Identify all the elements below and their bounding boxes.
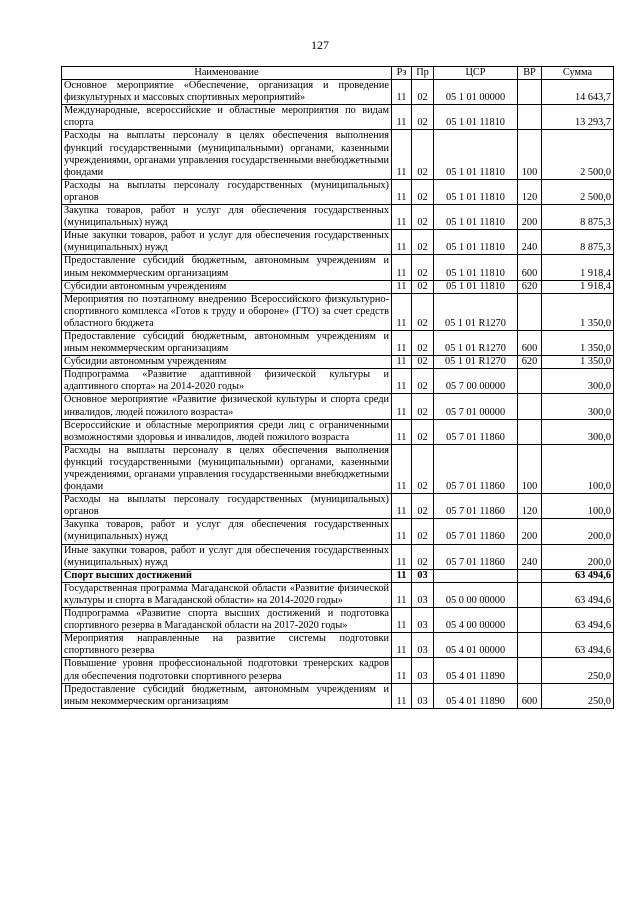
cell-vr [518, 569, 542, 582]
cell-pr: 02 [412, 230, 434, 255]
cell-vr: 200 [518, 205, 542, 230]
cell-vr [518, 419, 542, 444]
cell-sum: 250,0 [542, 658, 614, 683]
table-row [62, 280, 614, 293]
cell-rz: 11 [392, 179, 412, 204]
cell-sum: 200,0 [542, 519, 614, 544]
cell-sum: 300,0 [542, 419, 614, 444]
cell-sum: 1 918,4 [542, 280, 614, 293]
table-row [62, 569, 614, 582]
cell-csr: 05 4 00 00000 [434, 608, 518, 633]
cell-sum: 14 643,7 [542, 80, 614, 105]
cell-pr: 02 [412, 255, 434, 280]
cell-vr: 600 [518, 683, 542, 708]
cell-csr: 05 7 01 11860 [434, 419, 518, 444]
cell-name: Расходы на выплаты персоналу в целях обеспечения выполнения функций государственными (муниципальными) органами, казенными учреждениями, органами управления государственными внебюджетными фондами [62, 444, 392, 493]
table-row [62, 255, 614, 280]
cell-sum: 63 494,6 [542, 633, 614, 658]
table-row [62, 582, 614, 607]
cell-sum: 100,0 [542, 444, 614, 493]
cell-sum: 2 500,0 [542, 130, 614, 179]
cell-rz: 11 [392, 569, 412, 582]
cell-sum: 8 875,3 [542, 205, 614, 230]
cell-csr: 05 7 01 00000 [434, 394, 518, 419]
cell-pr: 03 [412, 658, 434, 683]
cell-vr: 240 [518, 230, 542, 255]
cell-csr: 05 1 01 00000 [434, 80, 518, 105]
cell-csr: 05 1 01 R1270 [434, 356, 518, 369]
cell-name: Предоставление субсидий бюджетным, автономным учреждениям и иным некоммерческим организациям [62, 330, 392, 355]
cell-sum: 250,0 [542, 683, 614, 708]
cell-sum: 63 494,6 [542, 608, 614, 633]
cell-csr: 05 1 01 11810 [434, 205, 518, 230]
cell-sum: 63 494,6 [542, 569, 614, 582]
table-row [62, 80, 614, 105]
cell-sum: 300,0 [542, 369, 614, 394]
cell-vr [518, 80, 542, 105]
cell-name: Всероссийские и областные мероприятия среди лиц с ограниченными возможностями здоровья и инвалидов, людей пожилого возраста [62, 419, 392, 444]
cell-name: Основное мероприятие «Развитие физической культуры и спорта среди инвалидов, людей пожилого возраста» [62, 394, 392, 419]
cell-csr: 05 1 01 11810 [434, 130, 518, 179]
cell-vr: 620 [518, 356, 542, 369]
cell-name: Предоставление субсидий бюджетным, автономным учреждениям и иным некоммерческим организациям [62, 683, 392, 708]
cell-sum: 1 350,0 [542, 356, 614, 369]
cell-csr: 05 7 01 11860 [434, 494, 518, 519]
cell-csr: 05 0 00 00000 [434, 582, 518, 607]
cell-csr: 05 7 00 00000 [434, 369, 518, 394]
cell-csr: 05 1 01 11810 [434, 230, 518, 255]
cell-rz: 11 [392, 582, 412, 607]
table-row [62, 105, 614, 130]
cell-pr: 03 [412, 608, 434, 633]
cell-name: Расходы на выплаты персоналу государственных (муниципальных) органов [62, 494, 392, 519]
cell-name: Мероприятия направленные на развитие системы подготовки спортивного резерва [62, 633, 392, 658]
cell-sum: 13 293,7 [542, 105, 614, 130]
cell-csr: 05 1 01 11810 [434, 179, 518, 204]
cell-rz: 11 [392, 519, 412, 544]
cell-vr [518, 608, 542, 633]
cell-csr: 05 7 01 11860 [434, 519, 518, 544]
cell-csr [434, 569, 518, 582]
cell-csr: 05 4 01 00000 [434, 633, 518, 658]
cell-rz: 11 [392, 293, 412, 330]
cell-pr: 02 [412, 494, 434, 519]
cell-name: Закупка товаров, работ и услуг для обеспечения государственных (муниципальных) нужд [62, 205, 392, 230]
cell-rz: 11 [392, 494, 412, 519]
cell-pr: 02 [412, 330, 434, 355]
cell-pr: 03 [412, 683, 434, 708]
table-row [62, 330, 614, 355]
cell-name: Спорт высших достижений [62, 569, 392, 582]
cell-csr: 05 7 01 11860 [434, 544, 518, 569]
cell-sum: 63 494,6 [542, 582, 614, 607]
column-header-sum: Сумма [542, 67, 614, 80]
cell-vr: 200 [518, 519, 542, 544]
cell-vr: 620 [518, 280, 542, 293]
cell-rz: 11 [392, 444, 412, 493]
cell-rz: 11 [392, 330, 412, 355]
cell-rz: 11 [392, 419, 412, 444]
cell-name: Государственная программа Магаданской области «Развитие физической культуры и спорта в Магаданской области» на 2014-2020 годы» [62, 582, 392, 607]
table-row [62, 356, 614, 369]
cell-pr: 02 [412, 179, 434, 204]
cell-name: Закупка товаров, работ и услуг для обеспечения государственных (муниципальных) нужд [62, 519, 392, 544]
cell-rz: 11 [392, 130, 412, 179]
cell-pr: 02 [412, 80, 434, 105]
cell-name: Расходы на выплаты персоналу в целях обеспечения выполнения функций государственными (муниципальными) органами, казенными учреждениями, органами управления государственными внебюджетными фондами [62, 130, 392, 179]
table-row [62, 369, 614, 394]
table-row [62, 633, 614, 658]
cell-name: Субсидии автономным учреждениям [62, 356, 392, 369]
cell-pr: 02 [412, 205, 434, 230]
cell-name: Подпрограмма «Развитие спорта высших достижений и подготовка спортивного резерва в Магаданской области на 2017-2020 годы» [62, 608, 392, 633]
cell-csr: 05 1 01 R1270 [434, 330, 518, 355]
table-row [62, 179, 614, 204]
cell-csr: 05 7 01 11860 [434, 444, 518, 493]
column-header-csr: ЦСР [434, 67, 518, 80]
cell-name: Подпрограмма «Развитие адаптивной физической культуры и адаптивного спорта» на 2014-2020 годы» [62, 369, 392, 394]
cell-vr [518, 394, 542, 419]
table-row [62, 205, 614, 230]
cell-pr: 02 [412, 444, 434, 493]
cell-rz: 11 [392, 608, 412, 633]
cell-pr: 02 [412, 419, 434, 444]
cell-sum: 1 350,0 [542, 330, 614, 355]
cell-csr: 05 1 01 11810 [434, 105, 518, 130]
cell-sum: 8 875,3 [542, 230, 614, 255]
cell-vr [518, 369, 542, 394]
cell-csr: 05 1 01 11810 [434, 280, 518, 293]
cell-name: Повышение уровня профессиональной подготовки тренерских кадров для обеспечения подготовки спортивного резерва [62, 658, 392, 683]
table-row [62, 658, 614, 683]
column-header-vr: ВР [518, 67, 542, 80]
table-row [62, 683, 614, 708]
cell-name: Мероприятия по поэтапному внедрению Всероссийского физкультурно-спортивного комплекса «Готов к труду и обороне» (ГТО) за счет средств областного бюджета [62, 293, 392, 330]
cell-name: Субсидии автономным учреждениям [62, 280, 392, 293]
cell-name: Иные закупки товаров, работ и услуг для обеспечения государственных (муниципальных) нужд [62, 544, 392, 569]
cell-vr [518, 105, 542, 130]
cell-pr: 02 [412, 280, 434, 293]
cell-pr: 02 [412, 369, 434, 394]
cell-rz: 11 [392, 105, 412, 130]
cell-pr: 02 [412, 544, 434, 569]
table-row [62, 419, 614, 444]
cell-sum: 1 918,4 [542, 255, 614, 280]
cell-vr [518, 582, 542, 607]
cell-rz: 11 [392, 356, 412, 369]
cell-pr: 02 [412, 394, 434, 419]
cell-rz: 11 [392, 633, 412, 658]
cell-name: Расходы на выплаты персоналу государственных (муниципальных) органов [62, 179, 392, 204]
cell-sum: 300,0 [542, 394, 614, 419]
cell-vr: 120 [518, 179, 542, 204]
table-row [62, 608, 614, 633]
table-row [62, 544, 614, 569]
cell-vr [518, 633, 542, 658]
cell-rz: 11 [392, 230, 412, 255]
column-header-rz: Рз [392, 67, 412, 80]
cell-sum: 2 500,0 [542, 179, 614, 204]
column-header-name: Наименование [62, 67, 392, 80]
cell-rz: 11 [392, 658, 412, 683]
cell-csr: 05 4 01 11890 [434, 658, 518, 683]
table-row [62, 293, 614, 330]
cell-vr: 120 [518, 494, 542, 519]
cell-rz: 11 [392, 683, 412, 708]
cell-pr: 02 [412, 519, 434, 544]
column-header-pr: Пр [412, 67, 434, 80]
cell-pr: 03 [412, 633, 434, 658]
cell-pr: 02 [412, 130, 434, 179]
cell-name: Предоставление субсидий бюджетным, автономным учреждениям и иным некоммерческим организациям [62, 255, 392, 280]
cell-name: Основное мероприятие «Обеспечение, организация и проведение физкультурных и массовых спортивных мероприятий» [62, 80, 392, 105]
page-number: 127 [311, 38, 329, 52]
cell-rz: 11 [392, 280, 412, 293]
cell-vr: 100 [518, 444, 542, 493]
cell-vr: 600 [518, 255, 542, 280]
cell-pr: 03 [412, 582, 434, 607]
table-row [62, 494, 614, 519]
cell-pr: 02 [412, 105, 434, 130]
table-row [62, 130, 614, 179]
cell-sum: 100,0 [542, 494, 614, 519]
cell-csr: 05 4 01 11890 [434, 683, 518, 708]
cell-pr: 03 [412, 569, 434, 582]
cell-pr: 02 [412, 293, 434, 330]
cell-csr: 05 1 01 R1270 [434, 293, 518, 330]
cell-vr [518, 658, 542, 683]
table-row [62, 230, 614, 255]
cell-rz: 11 [392, 80, 412, 105]
cell-name: Международные, всероссийские и областные мероприятия по видам спорта [62, 105, 392, 130]
cell-pr: 02 [412, 356, 434, 369]
budget-table [61, 66, 614, 709]
cell-vr [518, 293, 542, 330]
cell-rz: 11 [392, 369, 412, 394]
table-row [62, 394, 614, 419]
cell-vr: 240 [518, 544, 542, 569]
cell-vr: 100 [518, 130, 542, 179]
cell-sum: 200,0 [542, 544, 614, 569]
cell-name: Иные закупки товаров, работ и услуг для обеспечения государственных (муниципальных) нужд [62, 230, 392, 255]
cell-rz: 11 [392, 255, 412, 280]
cell-vr: 600 [518, 330, 542, 355]
cell-rz: 11 [392, 205, 412, 230]
cell-csr: 05 1 01 11810 [434, 255, 518, 280]
cell-rz: 11 [392, 394, 412, 419]
table-row [62, 444, 614, 493]
table-header-row [62, 67, 614, 80]
table-row [62, 519, 614, 544]
cell-sum: 1 350,0 [542, 293, 614, 330]
cell-rz: 11 [392, 544, 412, 569]
